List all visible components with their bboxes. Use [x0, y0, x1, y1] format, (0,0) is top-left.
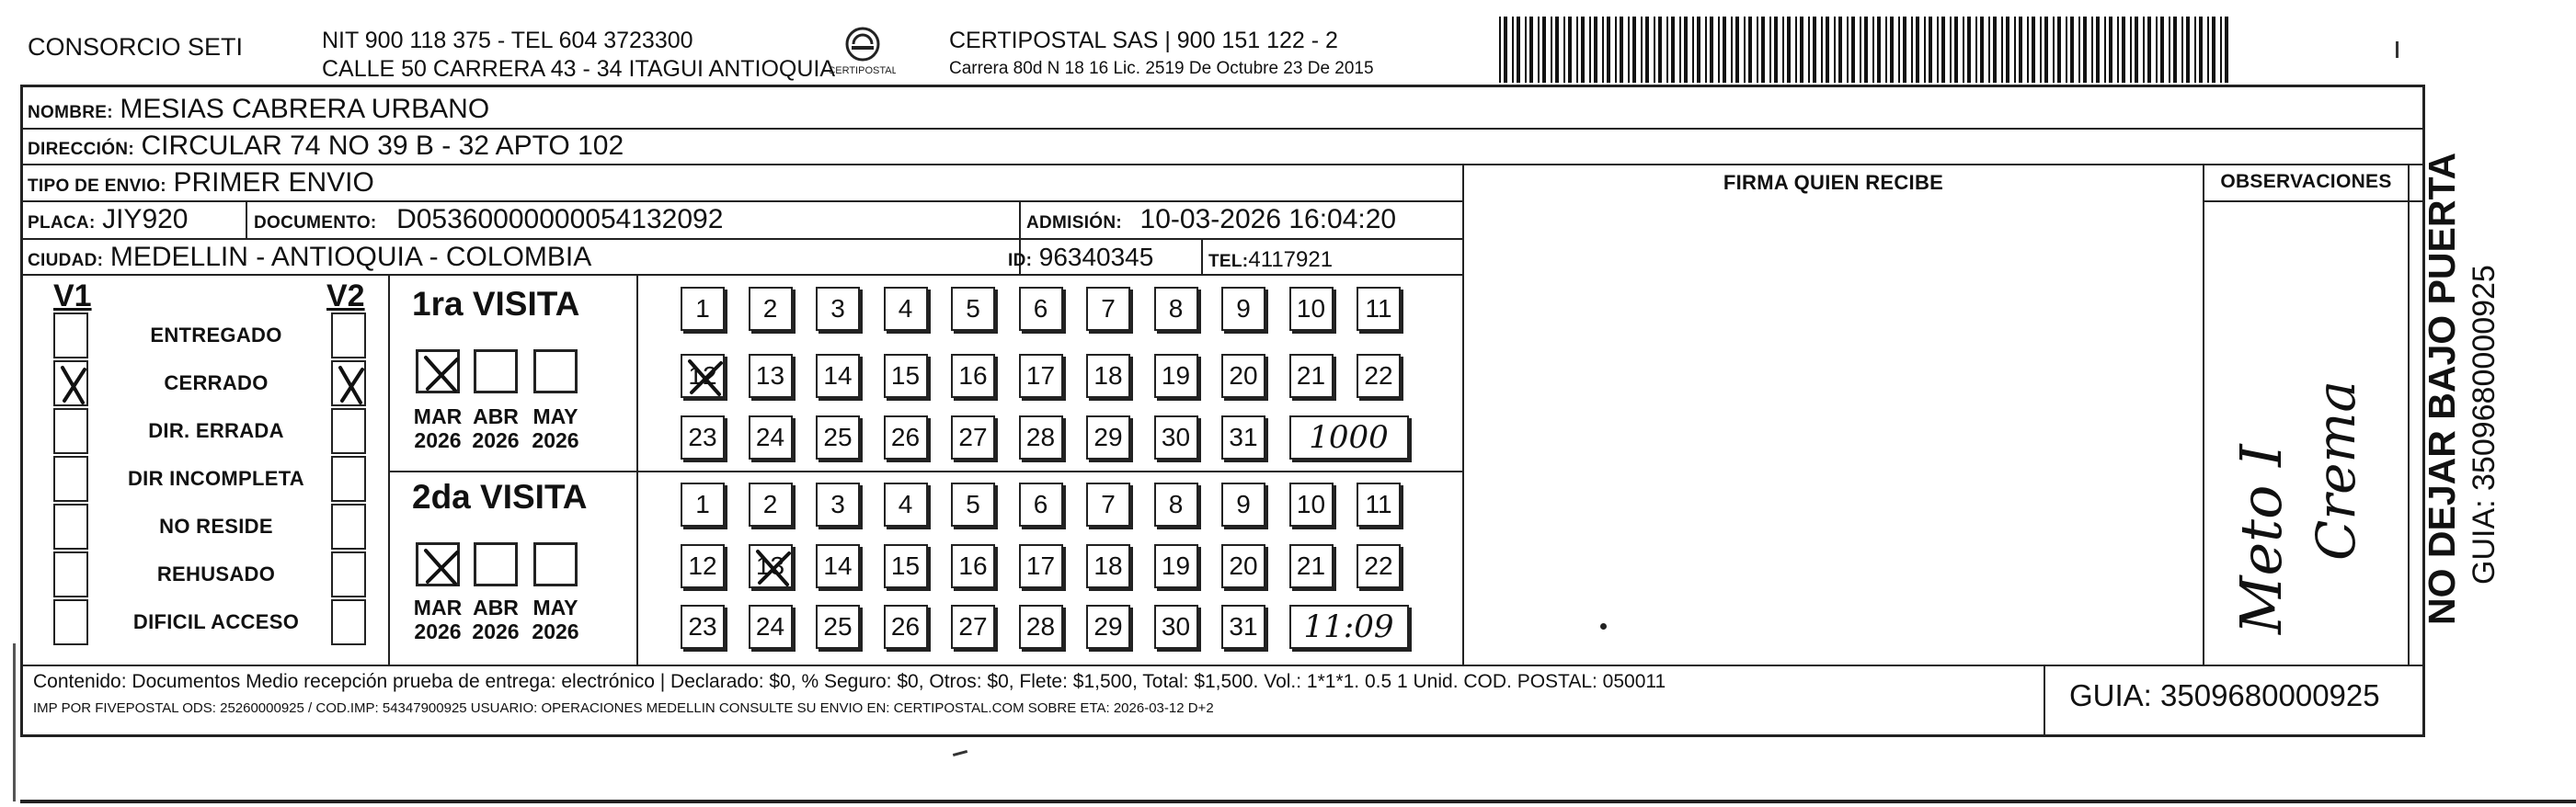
- month-label: MAY 2026: [532, 404, 579, 453]
- day-box[interactable]: 31: [1221, 415, 1265, 460]
- footer-line1: Contenido: Documentos Medio recepción prueba de entrega: electrónico | Declarado: $0, % Seguro: $0, Otros: $0, Flete: $1,500, Total: $1,500. Vol.: 1*1*1. 0.5 1 Unid. COD. POSTAL: 050011: [33, 671, 1666, 692]
- day-box[interactable]: 12: [681, 544, 725, 588]
- day-box[interactable]: 10: [1289, 287, 1334, 331]
- placa-label: PLACA:: [28, 213, 96, 233]
- documento-cell: [254, 206, 723, 233]
- admision-label: ADMISIÓN:: [1026, 213, 1123, 233]
- visit1-title: 1ra VISITA: [412, 285, 580, 323]
- day-box[interactable]: 30: [1154, 415, 1198, 460]
- day-box[interactable]: 18: [1086, 544, 1130, 588]
- month-label: MAR 2026: [413, 404, 463, 453]
- admision-cell: [1026, 206, 1396, 233]
- day-box[interactable]: 22: [1357, 544, 1401, 588]
- page-edge-bottom: [20, 800, 2576, 803]
- v1-checkbox[interactable]: [53, 360, 88, 406]
- status-label: DIFICIL ACCESO: [132, 610, 300, 633]
- v2-checkbox[interactable]: [331, 599, 366, 645]
- v1-checkbox[interactable]: [53, 504, 88, 550]
- day-box[interactable]: 29: [1086, 605, 1130, 649]
- day-box[interactable]: 16: [951, 544, 995, 588]
- nombre-row: [28, 96, 489, 123]
- v1-checkbox[interactable]: [53, 456, 88, 502]
- day-box[interactable]: 15: [884, 544, 928, 588]
- status-label: DIR. ERRADA: [148, 419, 284, 442]
- day-box[interactable]: 16: [951, 354, 995, 398]
- day-box[interactable]: 24: [749, 415, 793, 460]
- day-box[interactable]: 20: [1221, 544, 1265, 588]
- day-box[interactable]: 9: [1221, 287, 1265, 331]
- v2-checkbox[interactable]: [331, 551, 366, 597]
- day-box[interactable]: 14: [816, 354, 860, 398]
- day-box[interactable]: 15: [884, 354, 928, 398]
- day-box[interactable]: 14: [816, 544, 860, 588]
- month-label: MAR 2026: [413, 596, 463, 644]
- day-box[interactable]: 23: [681, 605, 725, 649]
- placa-cell: [28, 206, 189, 233]
- day-box[interactable]: 2: [749, 287, 793, 331]
- day-box[interactable]: 28: [1019, 415, 1063, 460]
- month-label: ABR 2026: [472, 404, 520, 453]
- handwritten-time: 11:09: [1289, 605, 1409, 649]
- obs-handwriting-line2: Crema: [2305, 380, 2367, 561]
- tel-label: TEL:: [1208, 252, 1249, 271]
- tipo-label: TIPO DE ENVIO:: [28, 176, 166, 196]
- day-box[interactable]: 2: [749, 483, 793, 527]
- day-box[interactable]: 13: [749, 354, 793, 398]
- logo-text: CERTIPOSTAL: [830, 65, 896, 76]
- tel-cell: [1208, 246, 1333, 271]
- day-box[interactable]: 17: [1019, 544, 1063, 588]
- observation-handwriting: [2216, 230, 2382, 653]
- documento-value: D05360000000054132092: [396, 204, 724, 234]
- day-box[interactable]: 25: [816, 605, 860, 649]
- day-box[interactable]: 11: [1357, 483, 1401, 527]
- id-value: 96340345: [1038, 243, 1154, 271]
- nit-line: NIT 900 118 375 - TEL 604 3723300: [322, 28, 693, 53]
- day-box[interactable]: 21: [1289, 544, 1334, 588]
- day-box[interactable]: 10: [1289, 483, 1334, 527]
- status-label: REHUSADO: [156, 563, 276, 585]
- v2-checkbox[interactable]: [331, 504, 366, 550]
- month-checkbox[interactable]: [416, 542, 460, 586]
- day-box[interactable]: 26: [884, 415, 928, 460]
- barcode: [1499, 17, 2235, 83]
- month-checkbox[interactable]: [416, 349, 460, 393]
- day-box[interactable]: 23: [681, 415, 725, 460]
- v1-checkbox[interactable]: [53, 599, 88, 645]
- placa-value: JIY920: [102, 204, 189, 234]
- month-label: ABR 2026: [472, 596, 520, 644]
- tel-value: 4117921: [1248, 247, 1334, 272]
- tipo-value: PRIMER ENVIO: [173, 167, 374, 198]
- day-box[interactable]: 30: [1154, 605, 1198, 649]
- day-box[interactable]: 4: [884, 287, 928, 331]
- day-box[interactable]: 4: [884, 483, 928, 527]
- day-box[interactable]: 22: [1357, 354, 1401, 398]
- direccion-value: CIRCULAR 74 NO 39 B - 32 APTO 102: [141, 131, 624, 161]
- day-box[interactable]: 29: [1086, 415, 1130, 460]
- certipostal-logo: [830, 26, 896, 79]
- v1-checkbox[interactable]: [53, 551, 88, 597]
- day-box[interactable]: 3: [816, 287, 860, 331]
- month-checkbox[interactable]: [474, 542, 518, 586]
- ciudad-cell: [28, 244, 591, 271]
- tipo-row: [28, 169, 374, 197]
- day-box[interactable]: 6: [1019, 287, 1063, 331]
- footer-guia: GUIA: 3509680000925: [2069, 678, 2380, 712]
- day-box[interactable]: 3: [816, 483, 860, 527]
- day-box[interactable]: 8: [1154, 287, 1198, 331]
- direccion-label: DIRECCIÓN:: [28, 140, 134, 159]
- day-box[interactable]: 6: [1019, 483, 1063, 527]
- license-line: Carrera 80d N 18 16 Lic. 2519 De Octubre 23 De 2015: [949, 59, 1374, 78]
- month-checkbox[interactable]: [533, 542, 578, 586]
- ciudad-label: CIUDAD:: [28, 251, 104, 270]
- v1-checkbox[interactable]: [53, 313, 88, 358]
- v2-checkbox[interactable]: [331, 313, 366, 358]
- id-label: ID:: [1008, 251, 1033, 270]
- visit2-title: 2da VISITA: [412, 478, 588, 516]
- edge-mark: [2396, 41, 2399, 58]
- day-box[interactable]: 13: [749, 544, 793, 588]
- day-box[interactable]: 20: [1221, 354, 1265, 398]
- observaciones-header: OBSERVACIONES: [2220, 171, 2392, 192]
- day-box[interactable]: 21: [1289, 354, 1334, 398]
- day-box[interactable]: 5: [951, 287, 995, 331]
- day-box[interactable]: 27: [951, 415, 995, 460]
- direccion-row: [28, 132, 624, 160]
- v1-label: V1: [53, 278, 92, 313]
- day-box[interactable]: 27: [951, 605, 995, 649]
- v2-checkbox[interactable]: [331, 408, 366, 454]
- status-label: ENTREGADO: [150, 324, 282, 347]
- stray-mark: [953, 750, 967, 756]
- footer-line2: IMP POR FIVEPOSTAL ODS: 25260000925 / COD.IMP: 54347900925 USUARIO: OPERACIONES MEDELLIN CONSULTE SU ENVIO EN: CERTIPOSTAL.COM SOBRE ETA: 2026-03-12 D+2: [33, 700, 1214, 716]
- id-cell: [1008, 244, 1153, 270]
- v2-checkbox[interactable]: [331, 360, 366, 406]
- firma-header: FIRMA QUIEN RECIBE: [1723, 171, 1944, 194]
- day-box[interactable]: 1: [681, 287, 725, 331]
- status-label: DIR INCOMPLETA: [127, 467, 304, 490]
- obs-handwriting-line1: Meto I: [2227, 444, 2295, 634]
- day-box[interactable]: 7: [1086, 287, 1130, 331]
- day-box[interactable]: 25: [816, 415, 860, 460]
- page-edge-left: [13, 643, 16, 801]
- admision-value: 10-03-2026 16:04:20: [1139, 204, 1397, 234]
- day-box[interactable]: 24: [749, 605, 793, 649]
- v2-checkbox[interactable]: [331, 456, 366, 502]
- side-guia: GUIA: 3509680000925: [2467, 265, 2502, 585]
- day-box[interactable]: 31: [1221, 605, 1265, 649]
- day-box[interactable]: 28: [1019, 605, 1063, 649]
- day-box[interactable]: 1: [681, 483, 725, 527]
- month-checkbox[interactable]: [533, 349, 578, 393]
- day-box[interactable]: 17: [1019, 354, 1063, 398]
- company-name: CONSORCIO SETI: [28, 33, 244, 61]
- status-label: CERRADO: [164, 371, 269, 394]
- day-box[interactable]: 9: [1221, 483, 1265, 527]
- day-box[interactable]: 11: [1357, 287, 1401, 331]
- month-checkbox[interactable]: [474, 349, 518, 393]
- day-box[interactable]: 12: [681, 354, 725, 398]
- documento-label: DOCUMENTO:: [254, 213, 377, 233]
- month-label: MAY 2026: [532, 596, 579, 644]
- day-box[interactable]: 5: [951, 483, 995, 527]
- carrier-line: CERTIPOSTAL SAS | 900 151 122 - 2: [949, 28, 1338, 53]
- v2-label: V2: [326, 278, 365, 313]
- nombre-value: MESIAS CABRERA URBANO: [120, 94, 490, 124]
- side-warning: NO DEJAR BAJO PUERTA: [2421, 152, 2463, 625]
- day-box[interactable]: 19: [1154, 354, 1198, 398]
- day-box[interactable]: 18: [1086, 354, 1130, 398]
- day-box[interactable]: 7: [1086, 483, 1130, 527]
- signature-mark: [1600, 623, 1607, 630]
- v1-checkbox[interactable]: [53, 408, 88, 454]
- day-box[interactable]: 26: [884, 605, 928, 649]
- day-box[interactable]: 19: [1154, 544, 1198, 588]
- day-box[interactable]: 8: [1154, 483, 1198, 527]
- status-label: NO RESIDE: [159, 515, 273, 538]
- ciudad-value: MEDELLIN - ANTIOQUIA - COLOMBIA: [109, 242, 592, 272]
- handwritten-time: 1000: [1289, 415, 1409, 460]
- address-line: CALLE 50 CARRERA 43 - 34 ITAGUI ANTIOQUIA: [322, 56, 836, 82]
- nombre-label: NOMBRE:: [28, 103, 113, 122]
